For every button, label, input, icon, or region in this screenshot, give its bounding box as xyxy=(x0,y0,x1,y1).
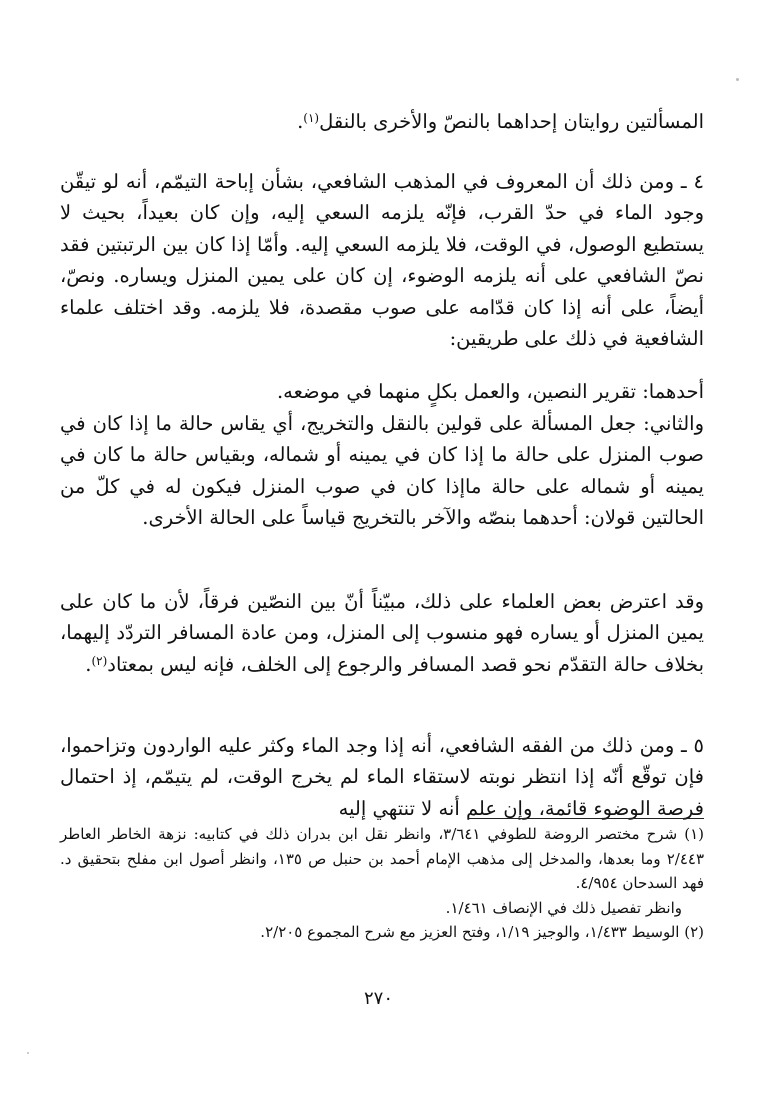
footnote-1: (١) شرح مختصر الروضة للطوفي ٣/٦٤١، وانظر نقل ابن بدران ذلك في كتابيه: نزهة الخاطر العاطر ٢/٤٤٣ وما بعدها، والمدخل إلى مذهب الإمام أحمد بن حنبل ص ١٣٥، وانظر أصول ابن مفلح بتحقيق د. فهد السدحان ٤/٩٥٤. xyxy=(60,825,704,892)
footnote-separator xyxy=(468,818,704,819)
option-1-paragraph: أحدهما: تقرير النصين، والعمل بكلٍ منهما في موضعه. xyxy=(276,379,704,403)
objection-paragraph: وقد اعترض بعض العلماء على ذلك، مبيّناً أنّ بين النصّين فرقاً، لأن ما كان على يمين المنزل أو يساره فهو منسوب إلى المنزل، ومن عادة المسافر التردّد إليهما، بخلاف حالة التقدّم نحو قصد المسافر والرجوع إلى الخلف، فإنه ليس بمعتاد$^{(٢)}$. xyxy=(60,589,704,676)
footnote-2: (٢) الوسيط ١/٤٣٣، والوجيز ١/١٩، وفتح العزيز مع شرح المجموع ٢/٢٠٥. xyxy=(260,923,704,941)
section-5-paragraph: ٥ ـ ومن ذلك من الفقه الشافعي، أنه إذا وجد الماء وكثر عليه الواردون وتزاحموا، فإن توقّع أنّه إذا انتظر نوبته لاستقاء الماء لم يخرج الوقت، لم يتيمّم، إذ احتمال فرصة الوضوء قائمة، وإن علم أنه لا تنتهي إليه xyxy=(60,733,704,820)
continuation-line: المسألتين روايتان إحداهما بالنصّ والأخرى بالنقل$^{(١)}$. xyxy=(297,109,704,133)
footnotes-block xyxy=(60,822,704,945)
section-4-paragraph: ٤ ـ ومن ذلك أن المعروف في المذهب الشافعي، بشأن إباحة التيمّم، أنه لو تيقّن وجود الماء في حدّ القرب، فإنّه يلزمه السعي إليه، وإن كان بعيداً، بحيث لا يستطيع الوصول، في الوقت، فلا يلزمه السعي إليه. وأمّا إذا كان بين الرتبتين فقد نصّ الشافعي على أنه يلزمه الوضوء، إن كان على يمين المنزل ويساره. ونصّ، أيضاً، على أنه إذا كان قدّامه على صوب مقصدة، فلا يلزمه. وقد اختلف علماء الشافعية في ذلك على طريقين: xyxy=(60,169,704,350)
footnote-ref-1[interactable]: (١) xyxy=(303,110,320,125)
page-number: ٢٧٠ xyxy=(363,988,393,1009)
footnote-ref-2[interactable]: (٢) xyxy=(91,653,108,668)
scan-speck xyxy=(736,78,739,81)
option-2-paragraph: والثاني: جعل المسألة على قولين بالنقل والتخريج، أي يقاس حالة ما إذا كان في صوب المنزل على حالة ما إذا كان في يمينه أو شماله، وبقياس حالة ما كان في يمينه أو شماله على حالة ماإذا كان في صوب المنزل فيكون له في كلّ من الحالتين قولان: أحدهما بنصّه والآخر بالتخريج قياساً على الحالة الأخرى. xyxy=(60,411,704,529)
scan-speck xyxy=(27,1052,29,1054)
footnote-1-continuation: وانظر تفصيل ذلك في الإنصاف ١/٤٦١. xyxy=(445,898,682,917)
